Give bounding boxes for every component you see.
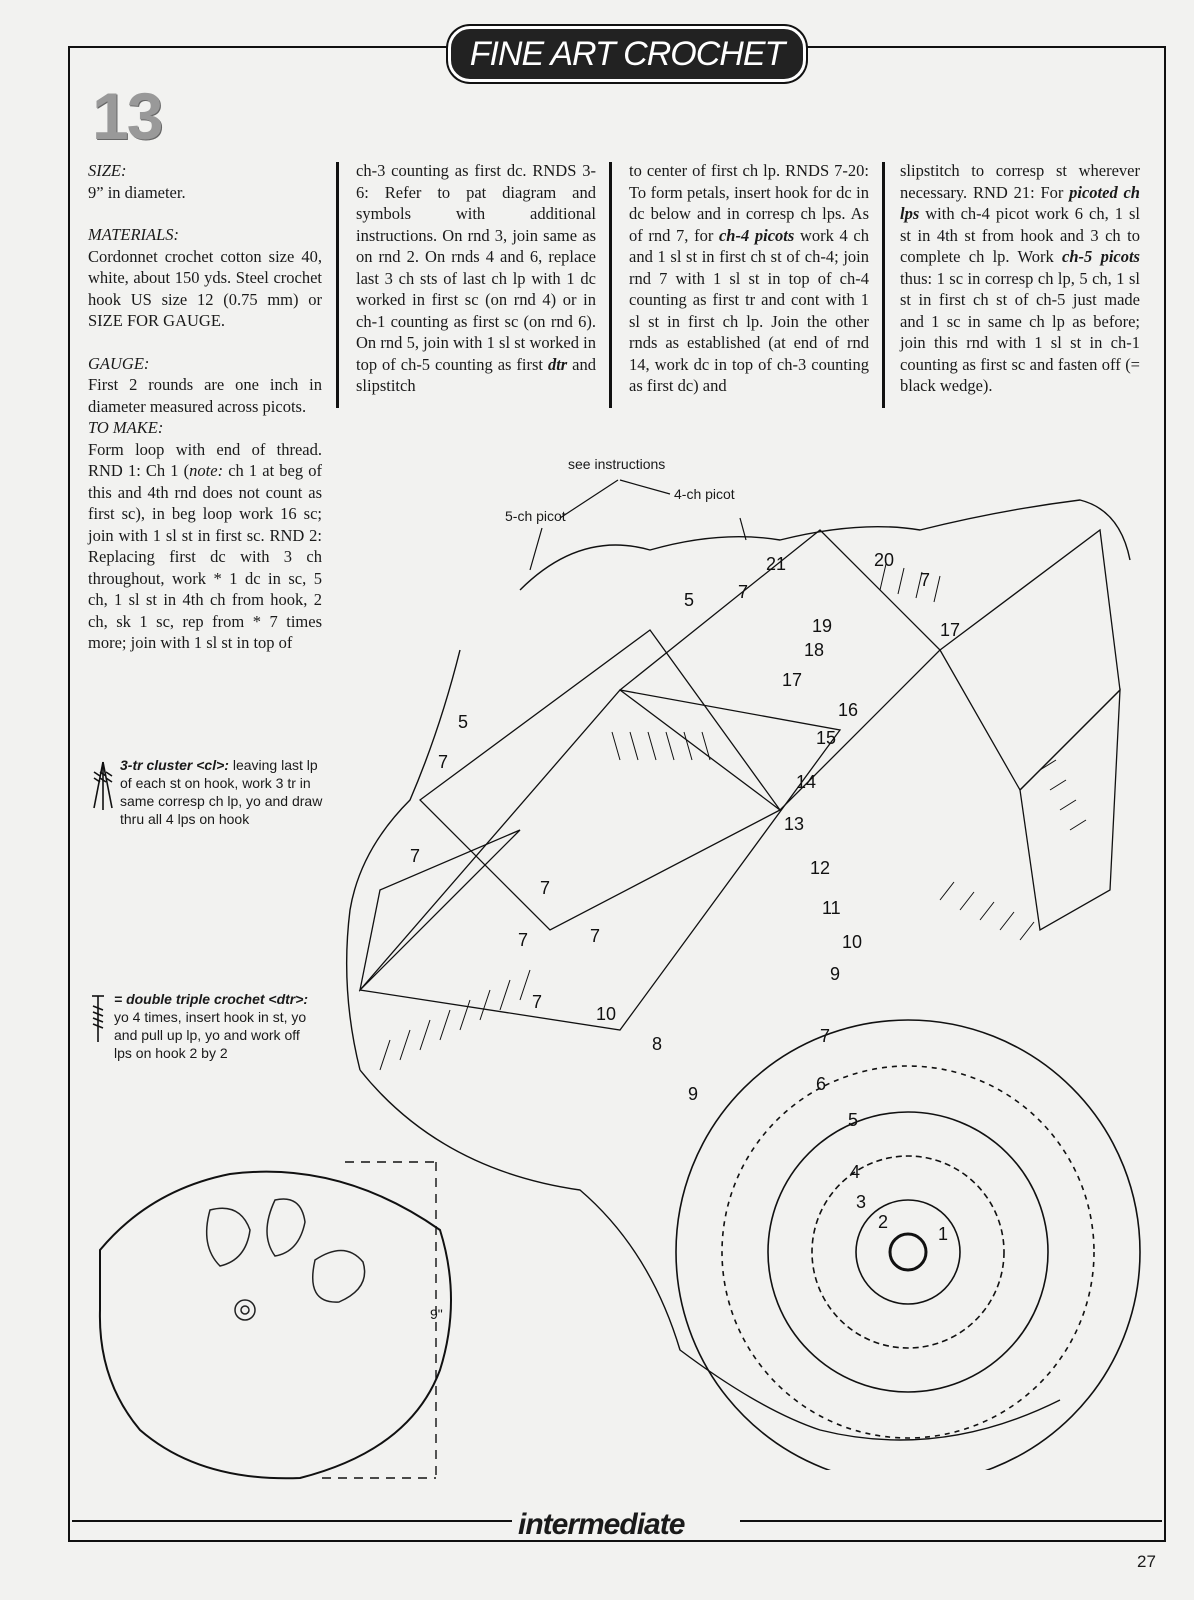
- round-number-1: 1: [938, 1224, 949, 1244]
- crochet-chart-diagram: [320, 470, 1150, 1470]
- round-number-20: 20: [874, 550, 895, 570]
- petal-label-7: 7: [920, 570, 931, 590]
- column-3: [629, 160, 869, 397]
- legend-dtr: = double triple crochet <dtr>: yo 4 times, insert hook in st, yo and pull up lp, yo and work off lps on hook 2 by 2: [114, 991, 309, 1061]
- petal-label-5-left: 5: [458, 712, 469, 732]
- magazine-title: FINE ART CROCHET: [448, 26, 806, 82]
- column-divider: [609, 162, 612, 408]
- column-4-text: slipstitch to corresp st wherever necessary. RND 21: For picoted ch lps with ch-4 picot work 6 ch, 1 sl st in 4th st from hook and 3 ch to complete ch lp. Work ch-5 picots thus: 1 sc in corresp ch lp, 5 ch, 1 sl st in first ch st of ch-5 just made and 1 sc in same ch lp as before; join this rnd with 1 sl st in ch-1 counting as first sc and fasten off (= black wedge).: [900, 161, 1140, 395]
- round-number-13: 13: [784, 814, 805, 834]
- materials-label: MATERIALS:: [88, 225, 180, 244]
- pattern-number: 13: [92, 79, 162, 153]
- column-3-text: to center of first ch lp. RNDS 7-20: To form petals, insert hook for dc in dc below and in corresp ch lps. As of rnd 7, for ch-4 picots work 4 ch and 1 sl st in first ch st of ch-4; join rnd 7 with 1 sl st in top of ch-4 counting as first tr and cont with 1 sl st in first ch lp. Join the other rnds as established (at end of rnd 14, work dc in top of ch-3 counting as first dc) and: [629, 161, 869, 395]
- round-number-17: 17: [782, 670, 803, 690]
- round-number-9-left: 9: [688, 1084, 699, 1104]
- petal-label-7d: 7: [410, 846, 421, 866]
- size-text: 9” in diameter.: [88, 182, 186, 202]
- column-divider: [336, 162, 339, 408]
- round-number-18: 18: [804, 640, 825, 660]
- round-number-3: 3: [856, 1192, 867, 1212]
- petal-label-7h: 7: [532, 992, 543, 1012]
- round-number-2: 2: [878, 1212, 889, 1232]
- petal-label-7e: 7: [540, 878, 551, 898]
- petal-label-7g: 7: [590, 926, 601, 946]
- round-number-4: 4: [850, 1162, 861, 1182]
- round-number-15: 15: [816, 728, 837, 748]
- size-label: SIZE:: [88, 161, 127, 180]
- see-instructions-label: see instructions: [568, 456, 666, 472]
- column-4: [900, 160, 1140, 397]
- round-number-11: 11: [822, 898, 841, 918]
- petal-label-17: 17: [940, 620, 961, 640]
- diameter-label: 9": [430, 1306, 443, 1322]
- cluster-symbol-icon: [90, 758, 116, 814]
- five-ch-picot-label: 5-ch picot: [505, 508, 566, 524]
- skill-level-logo: intermediate: [518, 1508, 685, 1541]
- round-number-5: 5: [848, 1110, 859, 1130]
- footer-rule-left: [72, 1520, 512, 1522]
- round-number-12: 12: [810, 858, 831, 878]
- column-2-text: ch-3 counting as first dc. RNDS 3-6: Refer to pat diagram and symbols with additional instructions. On rnd 3, join same as on rnd 2. On rnds 4 and 6, replace last 3 ch sts of last ch lp with 1 dc worked in first sc (on rnd 4) or in ch-1 counting as first sc (on rnd 6). On rnd 5, join with 1 sl st worked in top of ch-5 counting as first dtr and slipstitch: [356, 161, 596, 395]
- materials-text: Cordonnet crochet cotton size 40, white, about 150 yds. Steel crochet hook US size 12 (0.75 mm) or SIZE FOR GAUGE.: [88, 246, 322, 330]
- tomake-label: TO MAKE:: [88, 418, 164, 437]
- page-number: 27: [1137, 1552, 1156, 1571]
- petal-label-7c: 7: [438, 752, 449, 772]
- round-number-14: 14: [796, 772, 817, 792]
- round-number-16: 16: [838, 700, 859, 720]
- petal-label-7f: 7: [518, 930, 529, 950]
- round-number-8: 8: [652, 1034, 663, 1054]
- column-divider: [882, 162, 885, 408]
- footer-rule-right: [740, 1520, 1162, 1522]
- petal-label-5: 5: [684, 590, 695, 610]
- dtr-symbol-icon: [88, 992, 108, 1046]
- four-ch-picot-label: 4-ch picot: [674, 486, 735, 502]
- round-number-19: 19: [812, 616, 833, 636]
- column-2: [356, 160, 596, 397]
- round-number-7: 7: [820, 1026, 831, 1046]
- round-number-9: 9: [830, 964, 841, 984]
- legend-cluster: 3-tr cluster <cl>: leaving last lp of each st on hook, work 3 tr in same corresp ch lp, yo and draw thru all 4 lps on hook: [120, 757, 323, 827]
- column-1: [88, 160, 322, 654]
- gauge-text: First 2 rounds are one inch in diameter measured across picots.: [88, 375, 322, 416]
- round-number-21: 21: [766, 554, 787, 574]
- tomake-text: Form loop with end of thread. RND 1: Ch 1 (note: ch 1 at beg of this and 4th rnd does not count as first sc), in beg loop work 16 sc; join with 1 sl st in first sc. RND 2: Replacing first dc with 3 ch throughout, work * 1 dc in sc, 5 ch, 1 sl st in 4th ch from hook, 2 ch, sk 1 sc, rep from * 7 times more; join with 1 sl st in top of: [88, 439, 322, 652]
- gauge-label: GAUGE:: [88, 353, 150, 373]
- round-number-10: 10: [842, 932, 863, 952]
- petal-label-7b: 7: [738, 582, 749, 602]
- round-number-10-left: 10: [596, 1004, 617, 1024]
- round-number-6: 6: [816, 1074, 827, 1094]
